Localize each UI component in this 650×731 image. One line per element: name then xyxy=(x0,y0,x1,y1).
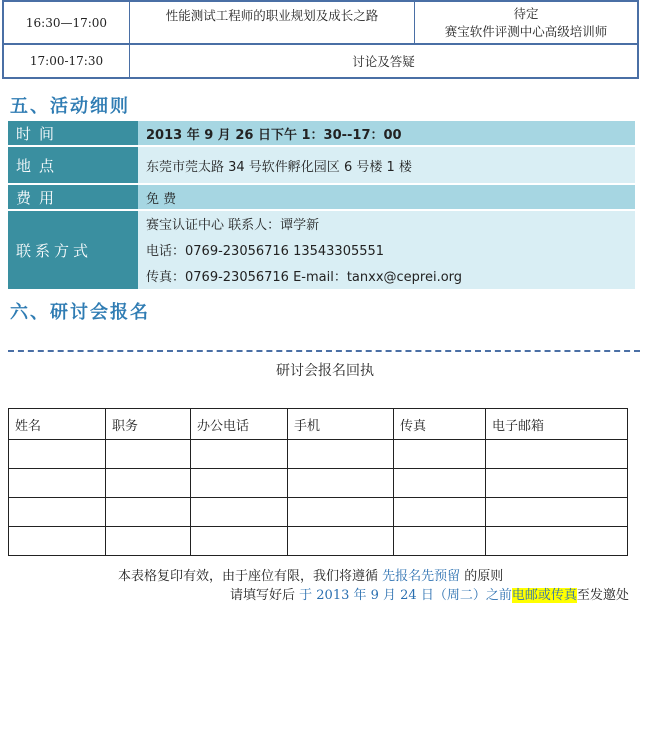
detail-label: 时间 xyxy=(8,121,138,145)
speaker-name: 待定 xyxy=(513,6,539,21)
table-row xyxy=(9,498,628,527)
detail-label: 联系方式 xyxy=(8,211,138,289)
schedule-topic: 性能测试工程师的职业规划及成长之路 xyxy=(130,2,415,43)
table-cell[interactable] xyxy=(9,498,106,527)
table-cell[interactable] xyxy=(106,527,191,556)
divider xyxy=(8,350,640,352)
column-header: 办公电话 xyxy=(191,409,288,440)
receipt-title: 研讨会报名回执 xyxy=(276,363,374,379)
detail-value: 免 费 xyxy=(138,185,635,209)
speaker-title: 赛宝软件评测中心高级培训师 xyxy=(444,24,608,39)
table-cell[interactable] xyxy=(486,527,628,556)
table-cell[interactable] xyxy=(191,440,288,469)
note-text: 的原则 xyxy=(460,569,504,584)
table-cell[interactable] xyxy=(288,527,394,556)
column-header: 职务 xyxy=(106,409,191,440)
detail-label: 地点 xyxy=(8,147,138,183)
section-title-registration: 六、研讨会报名 xyxy=(10,302,150,323)
table-cell[interactable] xyxy=(394,527,486,556)
schedule-row xyxy=(4,2,637,45)
contact-org: 赛宝认证中心 联系人：谭学新 xyxy=(146,218,320,233)
detail-row-place xyxy=(8,147,635,183)
table-cell[interactable] xyxy=(9,527,106,556)
table-row xyxy=(9,527,628,556)
detail-row-time xyxy=(8,121,635,145)
table-cell[interactable] xyxy=(394,469,486,498)
contact-phone: 电话：0769-23056716 13543305551 xyxy=(146,244,385,259)
column-header: 姓名 xyxy=(9,409,106,440)
table-cell[interactable] xyxy=(9,469,106,498)
note-text: 请填写好后 xyxy=(230,588,300,603)
table-cell[interactable] xyxy=(191,527,288,556)
schedule-table xyxy=(2,0,639,79)
section-title-activity-details: 五、活动细则 xyxy=(10,96,130,117)
detail-value xyxy=(138,211,635,289)
note-text: 至发邀处 xyxy=(576,588,629,603)
table-cell[interactable] xyxy=(106,440,191,469)
column-header: 传真 xyxy=(394,409,486,440)
table-cell[interactable] xyxy=(486,469,628,498)
detail-label: 费用 xyxy=(8,185,138,209)
schedule-topic: 讨论及答疑 xyxy=(352,54,415,69)
note-copy-valid xyxy=(118,565,503,584)
table-cell[interactable] xyxy=(394,498,486,527)
detail-value: 2013 年 9 月 26 日下午 1：30--17：00 xyxy=(138,121,635,145)
table-cell[interactable] xyxy=(486,440,628,469)
table-cell[interactable] xyxy=(191,498,288,527)
table-cell[interactable] xyxy=(288,440,394,469)
schedule-speaker xyxy=(415,2,637,43)
table-cell[interactable] xyxy=(288,469,394,498)
table-row xyxy=(9,440,628,469)
column-header: 电子邮箱 xyxy=(486,409,628,440)
note-highlight: 电邮或传真 xyxy=(511,588,577,603)
detail-value: 东莞市莞太路 34 号软件孵化园区 6 号楼 1 楼 xyxy=(138,147,635,183)
table-cell[interactable] xyxy=(191,469,288,498)
contact-fax-email: 传真：0769-23056716 E-mail：tanxx@ceprei.org xyxy=(146,270,463,285)
table-cell[interactable] xyxy=(486,498,628,527)
table-cell[interactable] xyxy=(106,498,191,527)
schedule-time: 17:00-17:30 xyxy=(4,45,130,77)
detail-row-contact xyxy=(8,211,635,289)
activity-details xyxy=(8,121,635,291)
column-header: 手机 xyxy=(288,409,394,440)
schedule-time: 16:30—17:00 xyxy=(4,2,130,43)
table-cell[interactable] xyxy=(394,440,486,469)
table-row xyxy=(9,469,628,498)
note-deadline xyxy=(230,584,629,603)
table-cell[interactable] xyxy=(106,469,191,498)
registration-table xyxy=(8,408,628,556)
table-header-row xyxy=(9,409,628,440)
table-cell[interactable] xyxy=(9,440,106,469)
note-emphasis: 先报名先预留 xyxy=(382,569,461,584)
schedule-row xyxy=(4,45,637,77)
note-text: 本表格复印有效，由于座位有限，我们将遵循 xyxy=(118,569,383,584)
note-deadline-date: 于 2013 年 9 月 24 日（周二）之前 xyxy=(299,588,512,603)
detail-row-fee xyxy=(8,185,635,209)
table-cell[interactable] xyxy=(288,498,394,527)
